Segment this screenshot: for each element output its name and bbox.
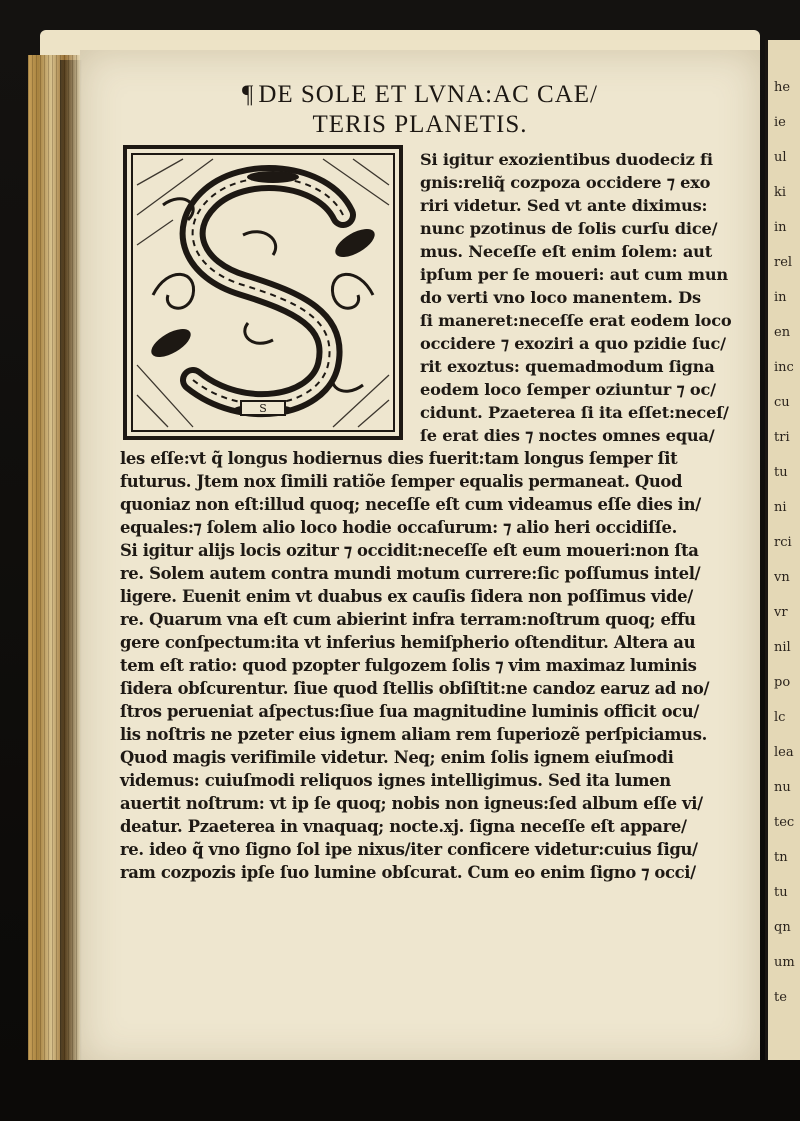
text-line: tem eſt ratio: quod pzopter fulgozem ſolis ⁊ vim maximaz luminis [120,656,697,675]
facing-page-fragment: lea [774,745,794,760]
facing-page-fragment: qn [774,920,791,935]
text-line: rit exoztus: quemadmodum ſigna [420,357,715,376]
facing-page-fragment: in [774,220,787,235]
facing-page-fragment: ni [774,500,787,515]
text-line: deatur. Pzaeterea in vnaquaq; nocte.xj. ſigna neceſſe eſt appare/ [120,817,687,836]
facing-page-fragment: vn [774,570,790,585]
facing-page-fragment: cu [774,395,790,410]
text-line: ſe erat dies ⁊ noctes omnes equa/ [420,426,715,445]
text-line: gere conſpectum:ita vt inferius hemiſpherio oſtenditur. Altera au [120,633,696,652]
facing-page-fragment: te [774,990,787,1005]
text-line: ſtros perueniat aſpectus:ſiue ſua magnitudine luminis officit ocu/ [120,702,700,721]
text-line: eodem loco ſemper oziuntur ⁊ oc/ [420,380,716,399]
facing-page-fragment: en [774,325,791,340]
text-line: equales:⁊ ſolem alio loco hodie occaſurum: ⁊ alio heri occidiſſe. [120,518,677,537]
text-line: lis noſtris ne pzeter eius ignem aliam rem ſuperiozẽ perſpiciamus. [120,725,707,744]
facing-page-fragment: tri [774,430,790,445]
facing-page-fragment: tu [774,465,788,480]
text-line: riri videtur. Sed vt ante diximus: [420,196,708,215]
facing-page-fragment: po [774,675,791,690]
text-line: nunc pzotinus de ſolis curſu dice/ [420,219,718,238]
facing-page-fragment: inc [774,360,794,375]
facing-page-fragment: rel [774,255,793,270]
gutter-shadow [60,60,82,1060]
facing-page-fragment: he [774,80,791,95]
text-line: Si igitur alijs locis ozitur ⁊ occidit:neceſſe eſt eum moueri:non ſta [120,541,699,560]
text-line: ram cozpozis ipſe ſuo lumine obſcurat. Cum eo enim ſigno ⁊ occi/ [120,863,696,882]
decorated-initial-icon [123,145,403,440]
text-line: occidere ⁊ exoziri a quo pzidie ſuc/ [420,334,726,353]
facing-page-edge [765,40,800,1070]
text-line: Si igitur exozientibus duodeciz fi [420,150,713,169]
facing-page-fragment: in [774,290,787,305]
text-line: ligere. Euenit enim vt duabus ex cauſis ſidera non poſſimus vide/ [120,587,693,606]
facing-page-fragment: vr [774,605,788,620]
text-line: gnis:reliq̃ cozpoza occidere ⁊ exo [420,173,711,192]
facing-page-fragment: tu [774,885,788,900]
facing-page-fragment: tec [774,815,795,830]
text-line: mus. Neceſſe eſt enim ſolem: aut [420,242,713,261]
facing-page-fragment: nu [774,780,791,795]
chapter-heading [80,80,760,140]
text-line: ſi maneret:neceſſe erat eodem loco [420,311,732,330]
facing-page-fragment: ki [774,185,787,200]
facing-page-fragment: ul [774,150,787,165]
text-line: do verti vno loco manentem. Ds [420,288,701,307]
facing-page-fragment: rci [774,535,792,550]
text-line: cidunt. Pzaeterea ſi ita eſſet:neceſ/ [420,403,729,422]
facing-page-fragment: nil [774,640,791,655]
facing-page-fragment: tn [774,850,788,865]
heading-line-1 [80,80,760,110]
heading-line-1-text: DE SOLE ET LVNA:AC CAE/ [258,81,598,108]
text-line: Quod magis verifimile videtur. Neq; enim ſolis ignem eiuſmodi [120,748,674,767]
text-line: re. Solem autem contra mundi motum currere:ſic poſſumus intel/ [120,564,701,583]
facing-page-fragment: um [774,955,795,970]
text-line: les eſſe:vt q̃ longus hodiernus dies fuerit:tam longus ſemper ſit [120,449,678,468]
text-line: re. Quarum vna eſt cum abierint infra terram:noſtrum quoq; effu [120,610,696,629]
text-line: re. ideo q̃ vno ſigno ſol ipe nixus/iter conficere videtur:cuius ſigu/ [120,840,698,859]
text-line: futurus. Jtem nox ſimili ratiõe ſemper equalis permaneat. Quod [120,472,683,491]
text-line: quoniaz non eſt:illud quoq; neceſſe eſt cum videamus eſſe dies in/ [120,495,701,514]
pilcrow-icon: ¶ [241,81,255,108]
text-line: videmus: cuiuſmodi reliquos ignes intelligimus. Sed ita lumen [120,771,671,790]
text-line: ſidera obſcurentur. ſiue quod ſtellis obſiſtit:ne candoz earuz ad no/ [120,679,710,698]
heading-line-2: TERIS PLANETIS. [312,111,528,138]
svg-text:S: S [259,402,267,415]
text-line: ipſum per ſe moueri: aut cum mun [420,265,728,284]
text-line: auertit noſtrum: vt ip ſe quoq; nobis non igneus:ſed album eſſe vi/ [120,794,703,813]
facing-page-fragment: ie [774,115,786,130]
scanner-background [0,1060,800,1121]
facing-page-fragment: lc [774,710,786,725]
